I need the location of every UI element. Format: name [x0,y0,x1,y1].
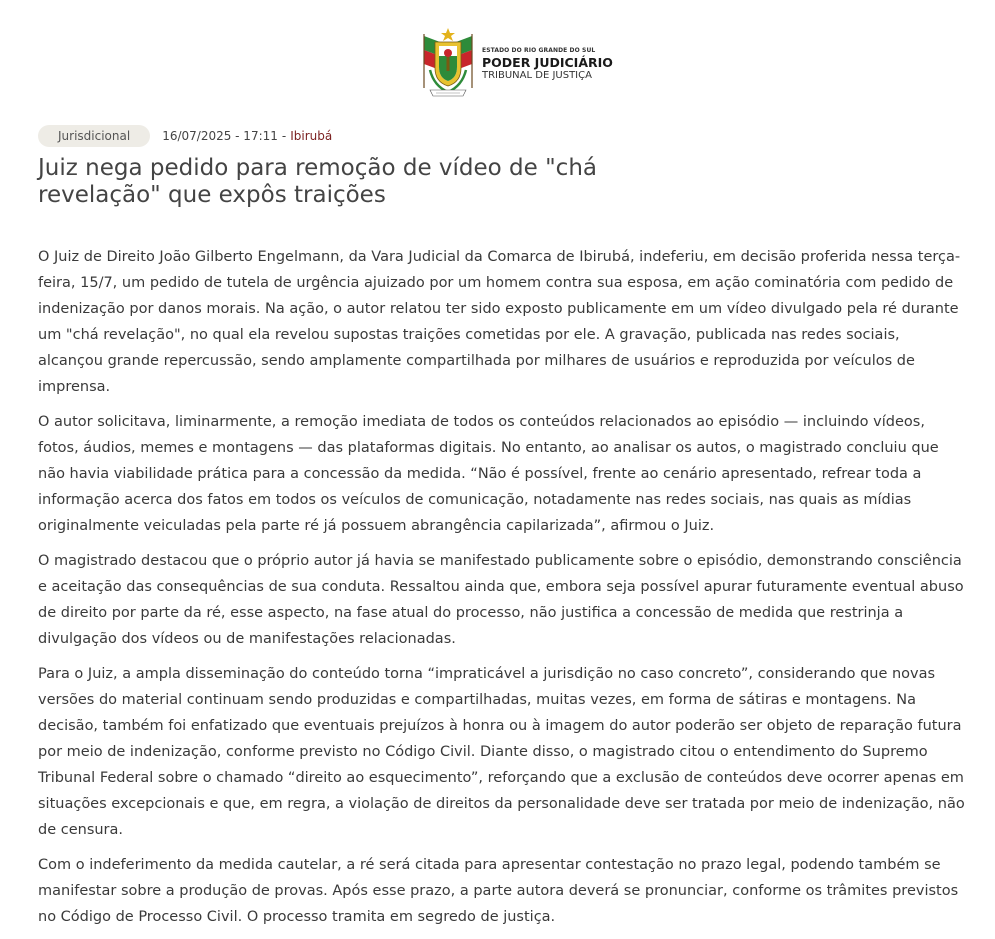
site-header[interactable] [418,26,618,102]
header-power: PODER JUDICIÁRIO [482,54,613,70]
article-paragraph: Para o Juiz, a ampla disseminação do conteúdo torna “impraticável a jurisdição no caso concreto”, considerando que novas versões do material continuam sendo produzidas e compartilhadas, muitas vezes, em forma de sátiras e montagens. Na decisão, também foi enfatizado que eventuais prejuízos à honra ou à imagem do autor poderão ser objeto de reparação futura por meio de indenização, conforme previsto no Código Civil. Diante disso, o magistrado citou o entendimento do Supremo Tribunal Federal sobre o chamado “direito ao esquecimento”, reforçando que a exclusão de conteúdos deve ocorrer apenas em situações excepcionais e que, em regra, a violação de direitos da personalidade deve ser tratada por meio de indenização, não de censura. [38,666,965,838]
location-link[interactable]: Ibirubá [290,129,333,143]
header-state: ESTADO DO RIO GRANDE DO SUL [482,46,596,54]
publish-datetime: 16/07/2025 - 17:11 [162,129,278,143]
meta-separator: - [281,129,287,143]
article-meta [38,125,332,147]
article-paragraph: O autor solicitava, liminarmente, a remoção imediata de todos os conteúdos relacionados ao episódio — incluindo vídeos, fotos, áudios, memes e montagens — das plataformas digitais. No entanto, ao analisar os autos, o magistrado concluiu que não havia viabilidade prática para a concessão da medida. “Não é possível, frente ao cenário apresentado, refrear toda a informação acerca dos fatos em todos os veículos de comunicação, notadamente nas redes sociais, nas quais as mídias originalmente veiculadas pela parte ré já possuem abrangência capilarizada”, afirmou o Juiz. [38,414,939,534]
article-paragraph: O magistrado destacou que o próprio autor já havia se manifestado publicamente sobre o episódio, demonstrando consciência e aceitação das consequências de sua conduta. Ressaltou ainda que, embora seja possível apurar futuramente eventual abuso de direito por parte da ré, esse aspecto, na fase atual do processo, não justifica a concessão de medida que restrinja a divulgação dos vídeos ou de manifestações relacionadas. [38,553,964,647]
article-paragraph: Com o indeferimento da medida cautelar, a ré será citada para apresentar contestação no prazo legal, podendo também se manifestar sobre a produção de provas. Após esse prazo, a parte autora deverá se pronunciar, conforme os trâmites previstos no Código de Processo Civil. O processo tramita em segredo de justiça. [38,857,959,925]
header-court: TRIBUNAL DE JUSTIÇA [482,69,592,81]
article-paragraph: O Juiz de Direito João Gilberto Engelmann, da Vara Judicial da Comarca de Ibirubá, indeferiu, em decisão proferida nessa terça-feira, 15/7, um pedido de tutela de urgência ajuizado por um homem contra sua esposa, em ação cominatória com pedido de indenização por danos morais. Na ação, o autor relatou ter sido exposto publicamente em um vídeo divulgado pela ré durante um "chá revelação", no qual ela revelou supostas traições cometidas por ele. A gravação, publicada nas redes sociais, alcançou grande repercussão, sendo amplamente compartilhada por milhares de usuários e reproduzida por veículos de imprensa. [38,249,961,395]
coat-of-arms-icon [418,26,478,102]
category-badge[interactable]: Jurisdicional [38,125,150,147]
header-text [482,47,613,82]
article-body [38,244,966,939]
page-title: Juiz nega pedido para remoção de vídeo de "chá revelação" que expôs traições [38,155,597,208]
